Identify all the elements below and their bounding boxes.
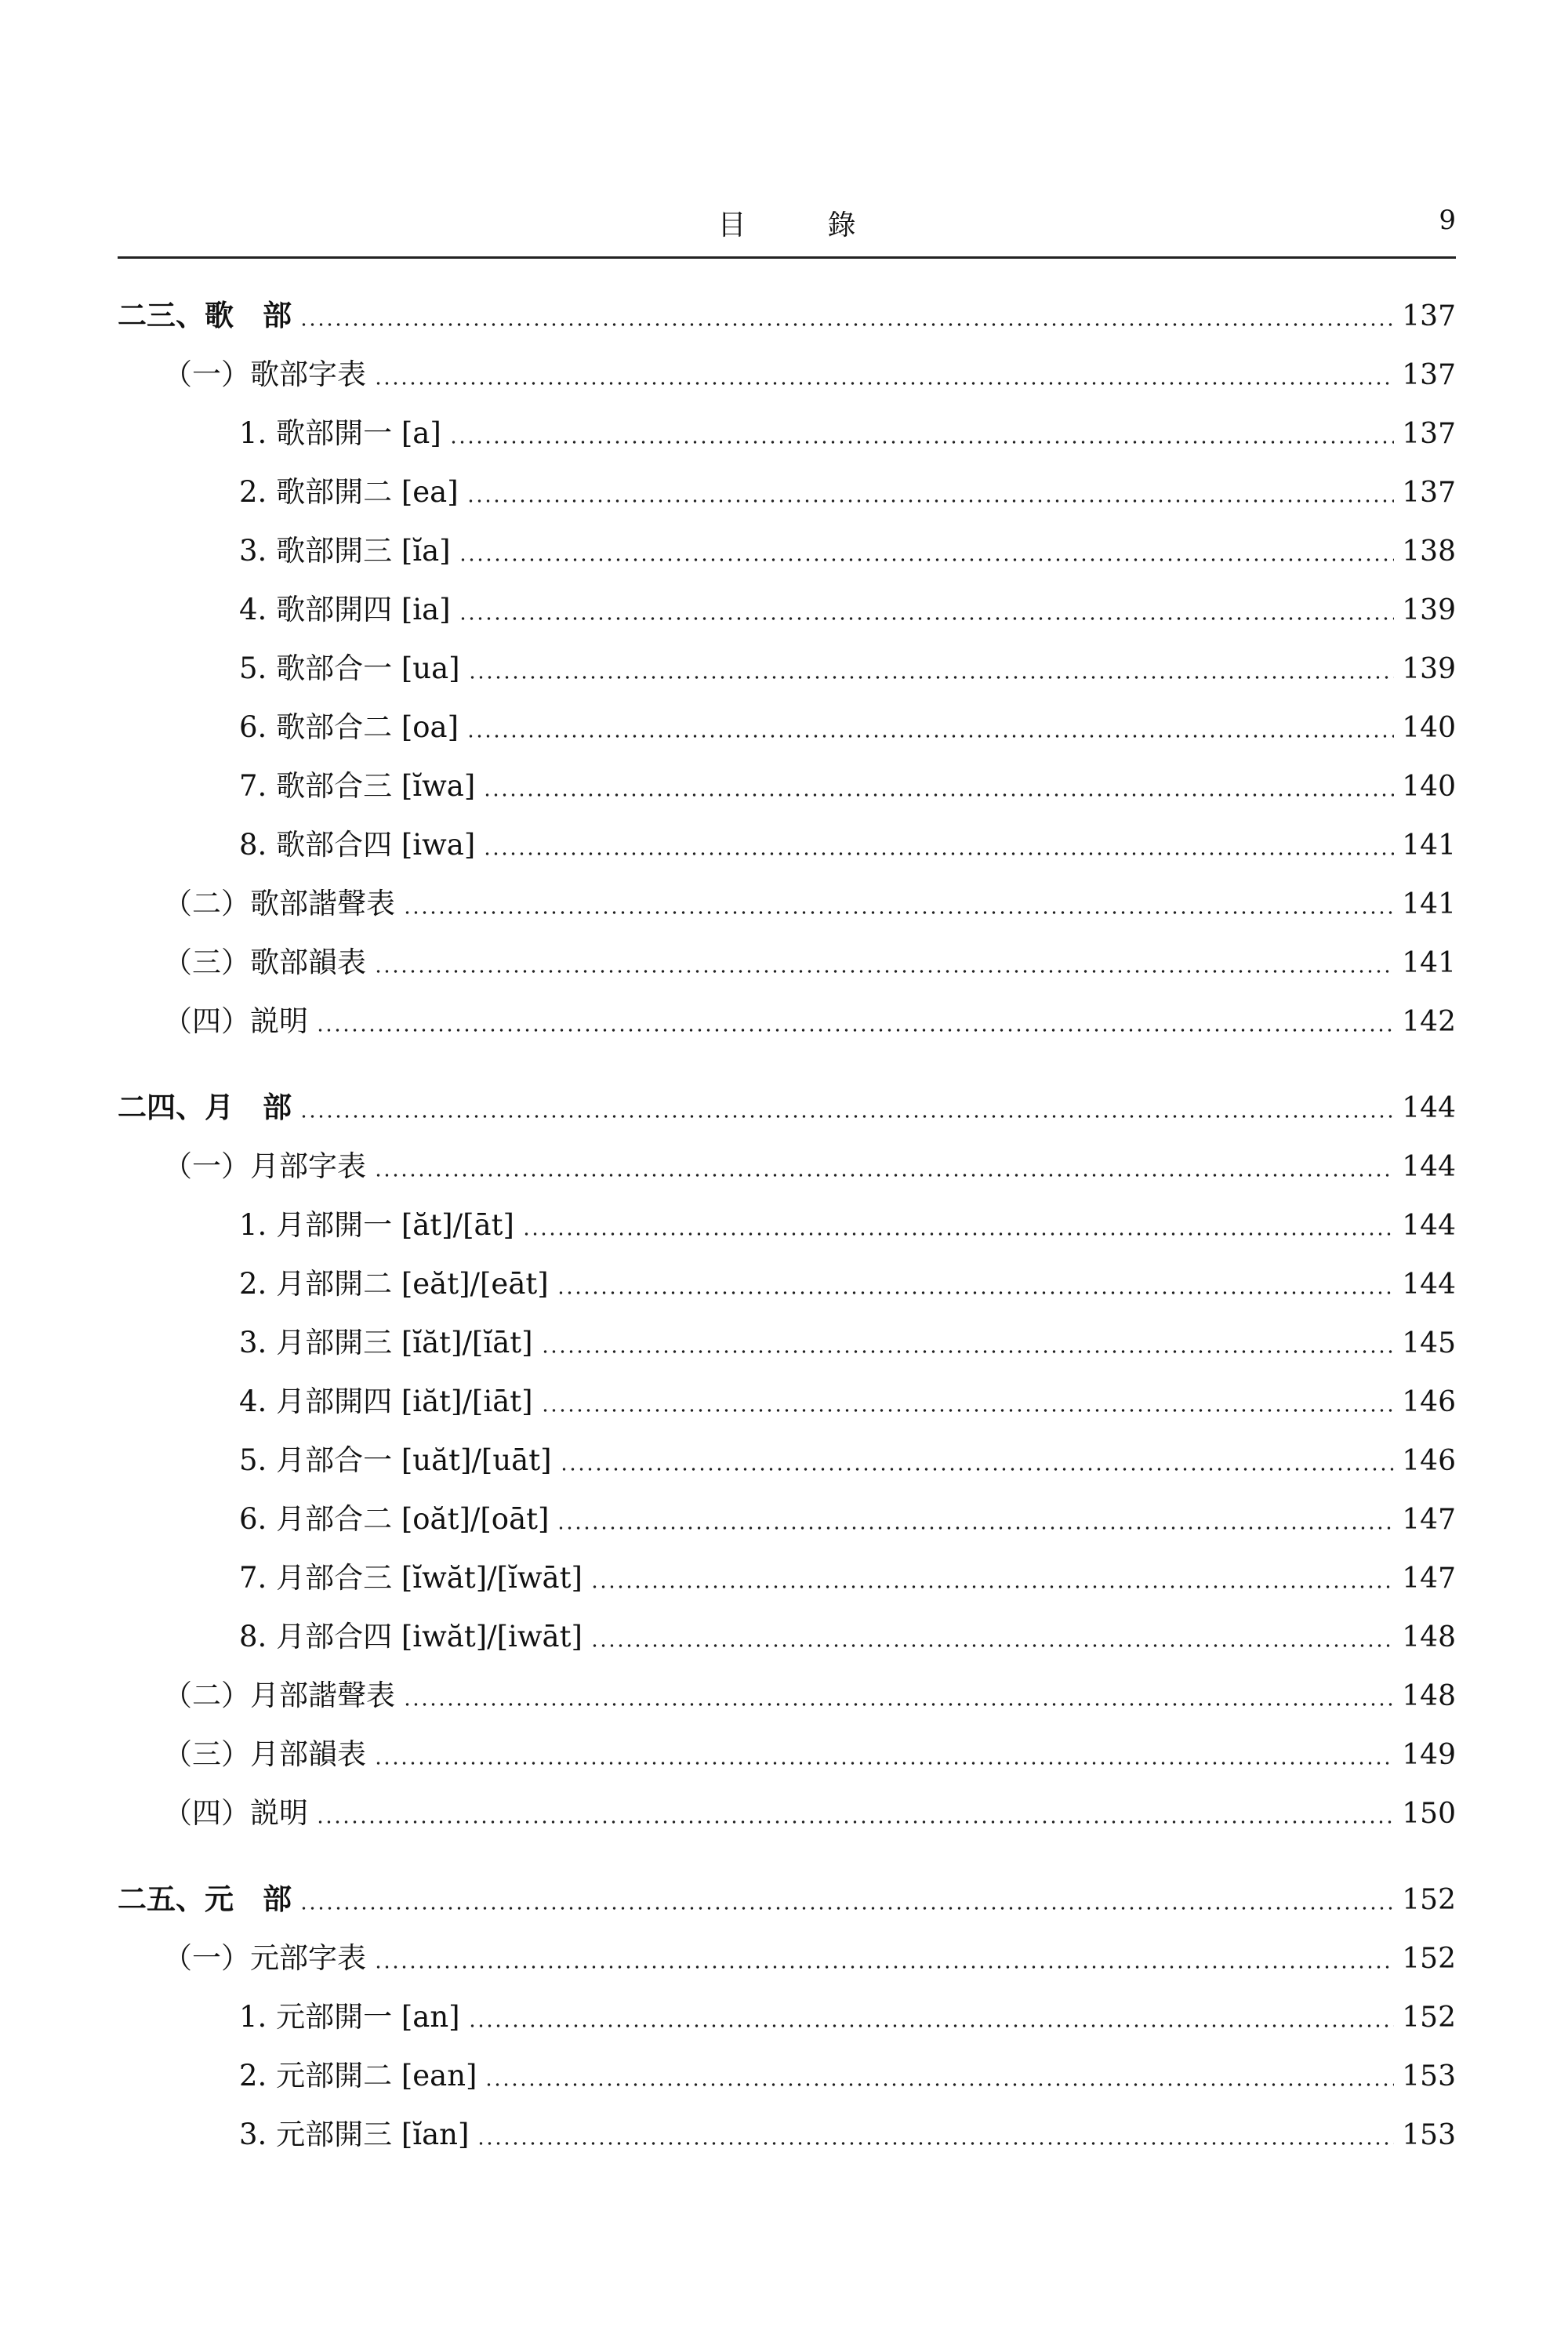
toc-entry-label: （四）説明 (163, 1004, 308, 1038)
toc-subentry[interactable] (118, 521, 1456, 580)
header-title: 目 錄 (717, 209, 883, 241)
toc-page-number: 141 (1402, 888, 1456, 920)
toc-page-number: 146 (1402, 1386, 1456, 1418)
toc-entry-label: 1. 月部開一 [ăt]/[āt] (239, 1208, 514, 1242)
dot-leader (590, 1584, 1394, 1589)
toc-page-number: 141 (1402, 947, 1456, 979)
toc-entry-label: 6. 月部合二 [oăt]/[oāt] (239, 1502, 550, 1536)
toc-page-number: 153 (1402, 2119, 1456, 2151)
toc-page-number: 137 (1402, 300, 1456, 332)
toc-subentry[interactable] (118, 463, 1456, 521)
toc-subentry[interactable] (118, 757, 1456, 815)
dot-leader (316, 1820, 1394, 1824)
toc-page-number: 141 (1402, 829, 1456, 862)
dot-leader (374, 1965, 1394, 1969)
dot-leader (299, 322, 1394, 327)
toc-subentry[interactable] (118, 1196, 1456, 1254)
dot-leader (374, 381, 1394, 386)
toc-subentry[interactable] (118, 1372, 1456, 1431)
toc-page-number: 138 (1402, 535, 1456, 568)
toc-page-number: 144 (1402, 1269, 1456, 1301)
dot-leader (299, 1906, 1394, 1911)
table-of-contents (118, 286, 1456, 2164)
toc-page-number: 153 (1402, 2060, 1456, 2092)
toc-entry-label: （三）歌部韻表 (163, 946, 366, 979)
toc-entry-label: 二四、月 部 (118, 1090, 292, 1124)
dot-leader (299, 1114, 1394, 1119)
toc-entry[interactable] (118, 345, 1456, 404)
toc-entry-label: 8. 月部合四 [iwăt]/[iwāt] (239, 1620, 583, 1653)
toc-entry-label: 7. 歌部合三 [ĭwa] (239, 769, 476, 803)
toc-entry-label: 6. 歌部合二 [oa] (239, 710, 459, 744)
dot-leader (557, 1290, 1395, 1295)
dot-leader (557, 1526, 1394, 1530)
toc-entry-label: 1. 元部開一 [an] (239, 2000, 460, 2034)
toc-entry-label: 5. 歌部合一 [ua] (239, 652, 460, 685)
toc-entry-label: 2. 元部開二 [ean] (239, 2059, 477, 2092)
toc-subentry[interactable] (118, 1548, 1456, 1607)
toc-entry-label: 2. 歌部開二 [ea] (239, 475, 459, 509)
toc-subentry[interactable] (118, 815, 1456, 874)
toc-entry-label: （二）歌部諧聲表 (163, 887, 395, 920)
toc-subentry[interactable] (118, 1987, 1456, 2046)
section-spacer (118, 1842, 1456, 1870)
toc-entry[interactable] (118, 1725, 1456, 1784)
toc-entry-label: （一）元部字表 (163, 1941, 366, 1975)
toc-page-number: 139 (1402, 653, 1456, 685)
toc-page-number: 149 (1402, 1739, 1456, 1771)
toc-entry-label: 二三、歌 部 (118, 298, 292, 332)
dot-leader (560, 1467, 1395, 1472)
toc-subentry[interactable] (118, 1431, 1456, 1490)
toc-page-number: 152 (1402, 1884, 1456, 1916)
toc-entry-label: 7. 月部合三 [ĭwăt]/[ĭwāt] (239, 1561, 583, 1595)
toc-subentry[interactable] (118, 2046, 1456, 2105)
toc-page-number: 142 (1402, 1006, 1456, 1038)
header-page-number: 9 (1439, 205, 1456, 236)
toc-entry-label: （一）月部字表 (163, 1149, 366, 1183)
dot-leader (459, 616, 1395, 621)
toc-page-number: 137 (1402, 477, 1456, 509)
dot-leader (483, 851, 1394, 856)
dot-leader (468, 675, 1395, 680)
toc-page-number: 140 (1402, 771, 1456, 803)
dot-leader (374, 1173, 1394, 1178)
dot-leader (522, 1232, 1394, 1236)
toc-entry[interactable] (118, 1784, 1456, 1842)
toc-entry-label: 3. 月部開三 [ĭăt]/[ĭāt] (239, 1326, 533, 1359)
dot-leader (483, 793, 1394, 797)
toc-subentry[interactable] (118, 580, 1456, 639)
toc-entry-label: 1. 歌部開一 [a] (239, 416, 441, 450)
toc-subentry[interactable] (118, 1313, 1456, 1372)
toc-page-number: 146 (1402, 1445, 1456, 1477)
toc-subentry[interactable] (118, 698, 1456, 757)
toc-section-heading[interactable] (118, 286, 1456, 345)
toc-entry-label: 3. 歌部開三 [ĭa] (239, 534, 451, 568)
toc-page-number: 145 (1402, 1327, 1456, 1359)
toc-subentry[interactable] (118, 1254, 1456, 1313)
dot-leader (403, 910, 1394, 915)
toc-entry[interactable] (118, 933, 1456, 992)
toc-page-number: 148 (1402, 1680, 1456, 1712)
dot-leader (466, 734, 1394, 739)
toc-entry-label: 4. 歌部開四 [ia] (239, 593, 451, 626)
toc-entry-label: （一）歌部字表 (163, 358, 366, 391)
toc-entry[interactable] (118, 1137, 1456, 1196)
toc-subentry[interactable] (118, 639, 1456, 698)
toc-subentry[interactable] (118, 2105, 1456, 2164)
dot-leader (590, 1643, 1394, 1648)
toc-section-heading[interactable] (118, 1078, 1456, 1137)
toc-entry-label: （二）月部諧聲表 (163, 1679, 395, 1712)
toc-entry-label: 4. 月部開四 [iăt]/[iāt] (239, 1385, 533, 1418)
toc-entry-label: （四）説明 (163, 1796, 308, 1830)
toc-subentry[interactable] (118, 404, 1456, 463)
toc-page-number: 144 (1402, 1092, 1456, 1124)
dot-leader (477, 2141, 1394, 2146)
dot-leader (541, 1349, 1395, 1354)
toc-entry-label: 二五、元 部 (118, 1882, 292, 1916)
toc-page-number: 137 (1402, 359, 1456, 391)
toc-entry-label: 5. 月部合一 [uăt]/[uāt] (239, 1443, 552, 1477)
toc-page-number: 139 (1402, 594, 1456, 626)
toc-page-number: 144 (1402, 1151, 1456, 1183)
dot-leader (403, 1702, 1394, 1707)
dot-leader (374, 969, 1394, 974)
toc-entry[interactable] (118, 1666, 1456, 1725)
toc-entry-label: 2. 月部開二 [eăt]/[eāt] (239, 1267, 549, 1301)
toc-page-number: 147 (1402, 1504, 1456, 1536)
section-spacer (118, 1051, 1456, 1078)
dot-leader (541, 1408, 1395, 1413)
toc-entry-label: 8. 歌部合四 [iwa] (239, 828, 476, 862)
toc-subentry[interactable] (118, 1607, 1456, 1666)
toc-page-number: 148 (1402, 1621, 1456, 1653)
toc-entry-label: 3. 元部開三 [ĭan] (239, 2118, 470, 2151)
toc-page-number: 152 (1402, 1943, 1456, 1975)
dot-leader (374, 1761, 1394, 1766)
toc-page-number: 150 (1402, 1798, 1456, 1830)
toc-page-number: 152 (1402, 2002, 1456, 2034)
dot-leader (449, 440, 1395, 445)
dot-leader (459, 557, 1395, 562)
toc-page-number: 144 (1402, 1210, 1456, 1242)
toc-entry-label: （三）月部韻表 (163, 1737, 366, 1771)
toc-entry[interactable] (118, 992, 1456, 1051)
toc-entry[interactable] (118, 1929, 1456, 1987)
toc-entry[interactable] (118, 874, 1456, 933)
dot-leader (485, 2082, 1394, 2087)
toc-section-heading[interactable] (118, 1870, 1456, 1929)
dot-leader (468, 2024, 1395, 2028)
dot-leader (466, 499, 1395, 503)
dot-leader (316, 1028, 1394, 1033)
toc-page-number: 137 (1402, 418, 1456, 450)
toc-page-number: 140 (1402, 712, 1456, 744)
toc-subentry[interactable] (118, 1490, 1456, 1548)
toc-page-number: 147 (1402, 1563, 1456, 1595)
running-header (118, 200, 1456, 259)
